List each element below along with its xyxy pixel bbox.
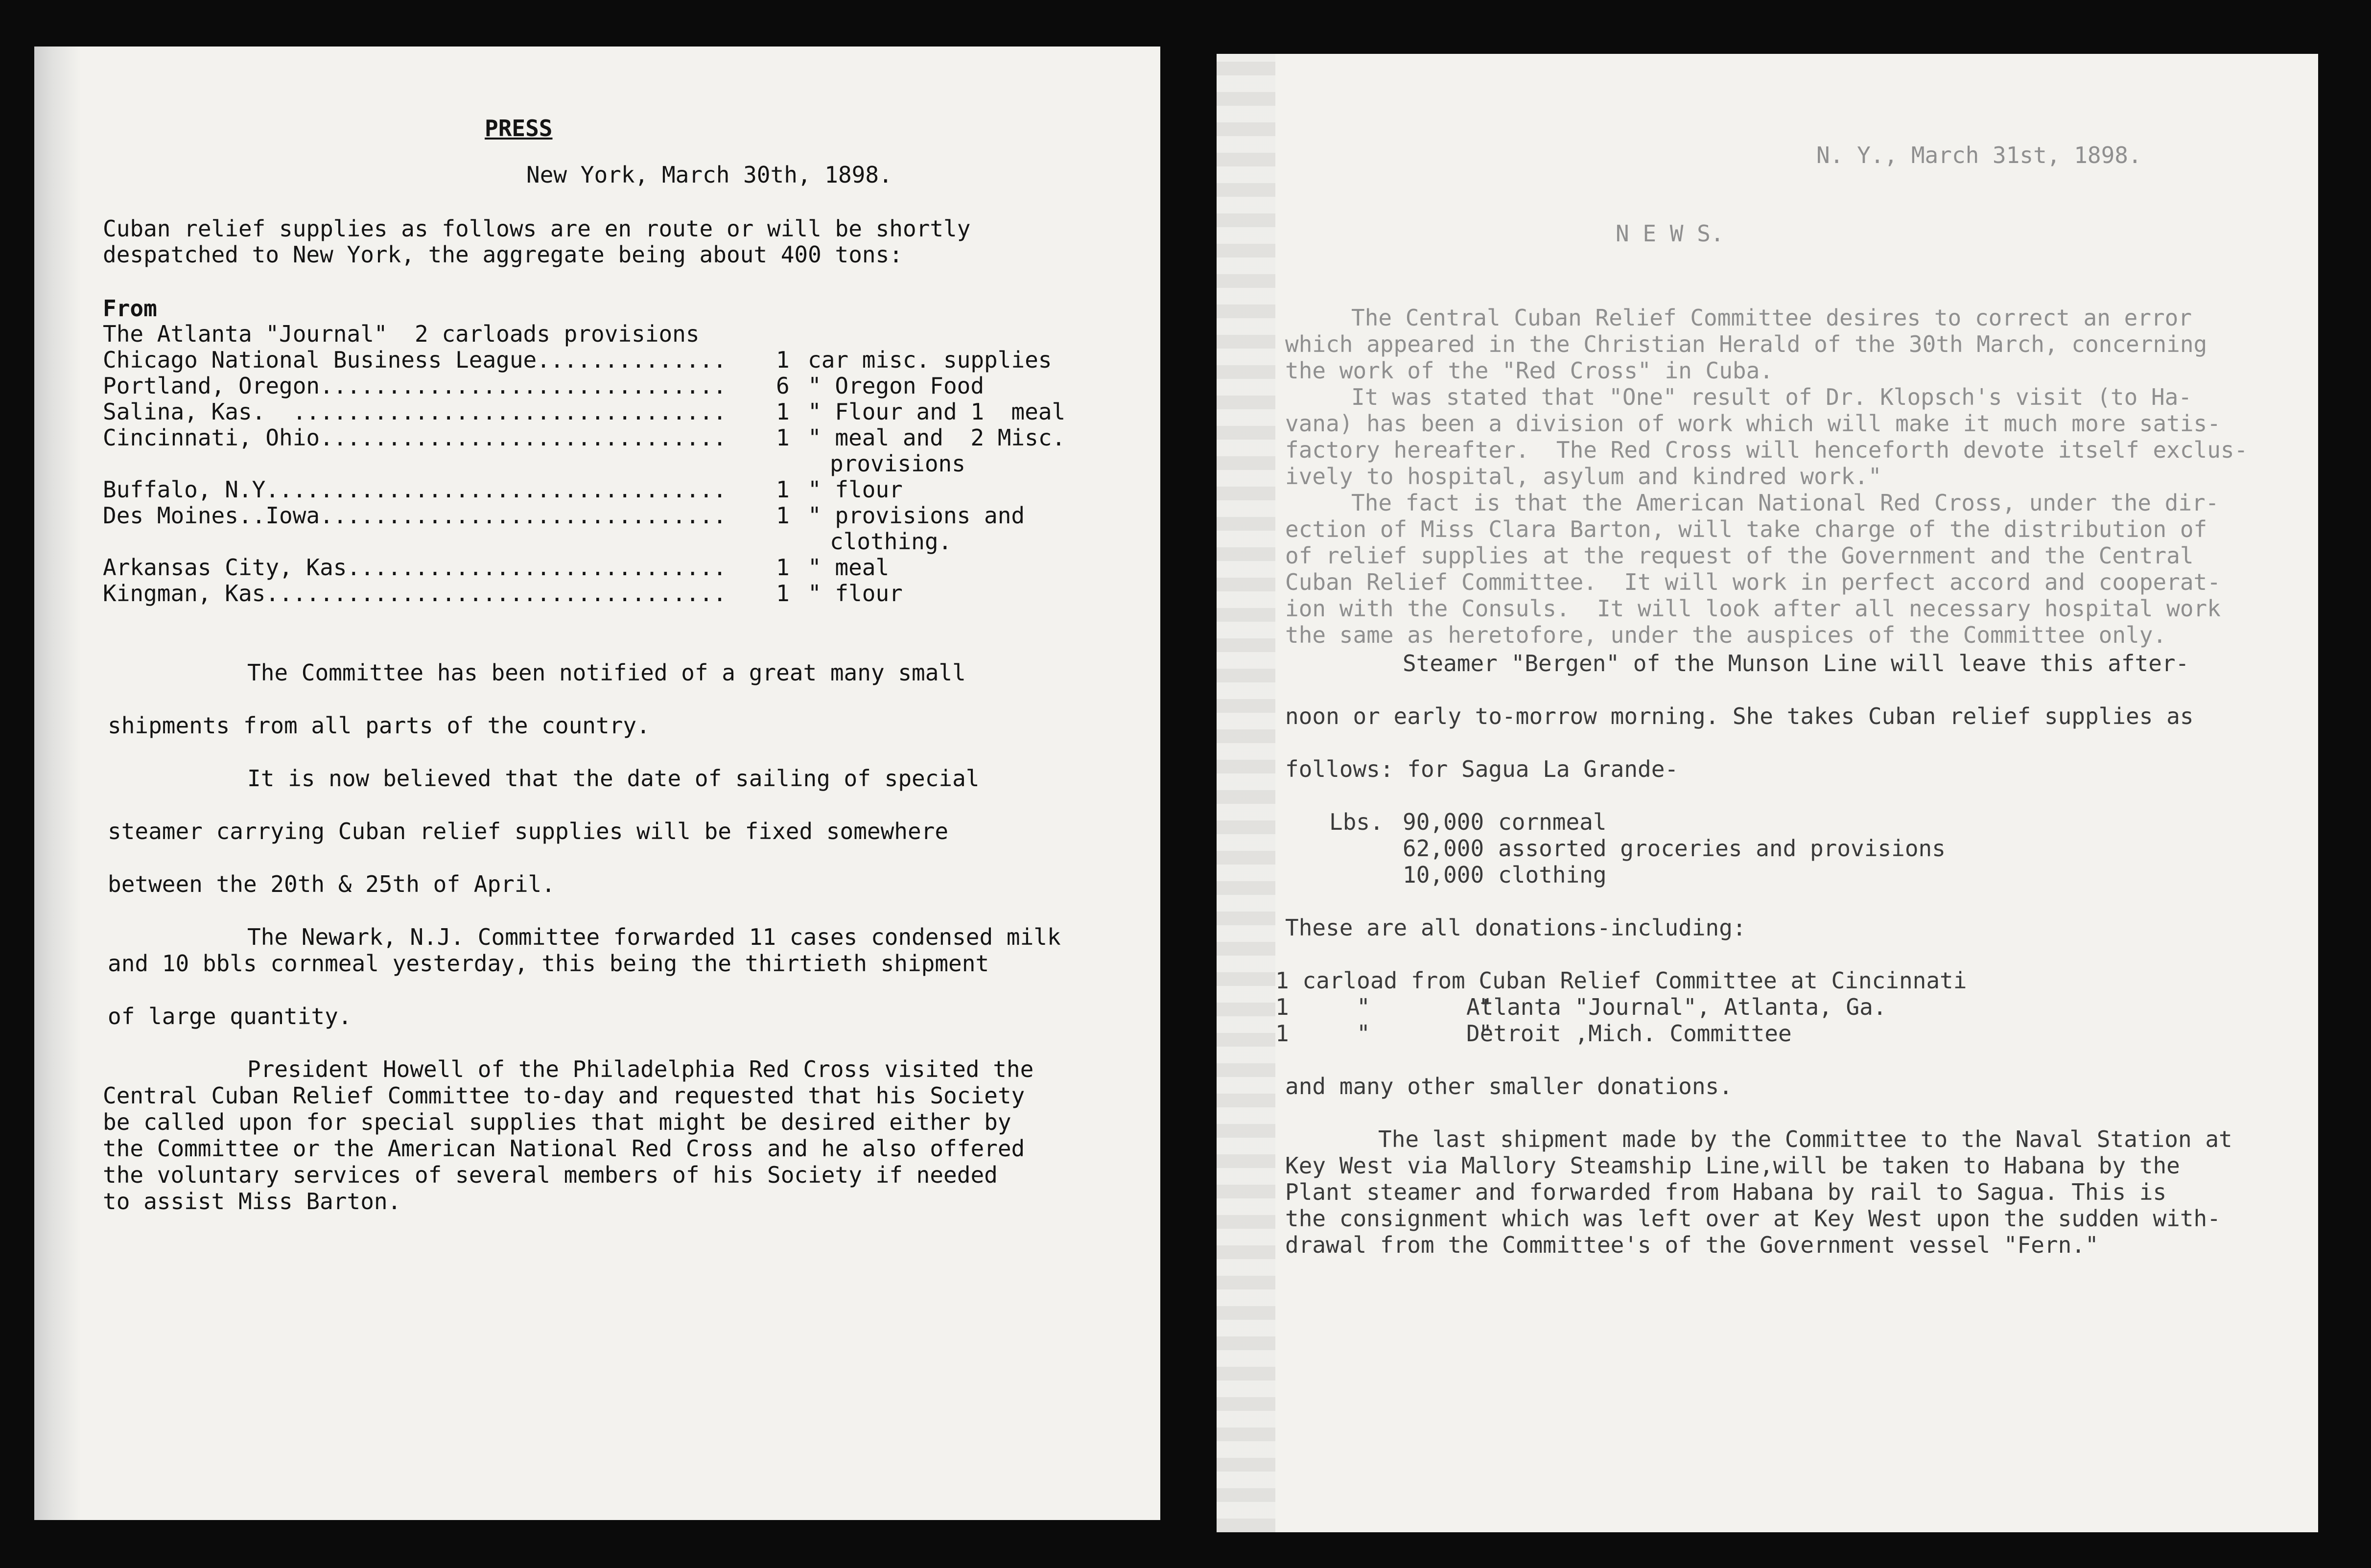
- paragraph-line: President Howell of the Philadelphia Red Cross visited the: [247, 1056, 1034, 1082]
- left-page: [34, 47, 1160, 1520]
- paragraph-line: Central Cuban Relief Committee to-day and requested that his Society: [103, 1082, 1025, 1109]
- shipment-source: Cincinnati, Ohio..............................: [103, 424, 727, 451]
- paragraph-line: ection of Miss Clara Barton, will take charge of the distribution of: [1285, 516, 2207, 542]
- news-heading: N E W S.: [1616, 220, 1724, 247]
- carload-prefix: 1 " ": [1275, 994, 1493, 1020]
- shipment-qty: 1: [776, 580, 790, 607]
- paragraph-line: The Newark, N.J. Committee forwarded 11 cases condensed milk: [247, 924, 1061, 950]
- shipment-source: Buffalo, N.Y..................................: [103, 476, 727, 503]
- paragraph-line: steamer carrying Cuban relief supplies will be fixed somewhere: [108, 818, 949, 844]
- paragraph-line: be called upon for special supplies that might be desired either by: [103, 1109, 1011, 1135]
- shipment-qty: 1: [776, 554, 790, 581]
- paragraph-line: vana) has been a division of work which will make it much more satis-: [1285, 410, 2221, 437]
- cargo-qty: 90,000: [1403, 809, 1484, 835]
- carload-prefix: 1 " ": [1275, 1020, 1493, 1047]
- shipment-source: Kingman, Kas..................................: [103, 580, 727, 607]
- press-heading: PRESS: [485, 115, 553, 141]
- paragraph-line: Key West via Mallory Steamship Line,will be taken to Habana by the: [1285, 1152, 2180, 1179]
- shipment-qty: 1: [776, 476, 790, 503]
- paragraph-line: The Committee has been notified of a great many small: [247, 659, 966, 686]
- torn-edge: [1217, 54, 1275, 1532]
- shipment-atlanta: The Atlanta "Journal" 2 carloads provisions: [103, 321, 700, 347]
- page-edge-shadow: [34, 47, 81, 1520]
- shipment-qty: 1: [776, 424, 790, 451]
- lbs-label: Lbs.: [1329, 809, 1384, 835]
- paragraph-line: follows: for Sagua La Grande-: [1285, 756, 1679, 782]
- paragraph-line: The last shipment made by the Committee to the Naval Station at: [1378, 1126, 2232, 1152]
- cargo-qty: 62,000: [1403, 835, 1484, 862]
- shipment-source: Chicago National Business League..............: [103, 347, 727, 373]
- paragraph-line: ively to hospital, asylum and kindred work.": [1285, 463, 1882, 490]
- paragraph-line: and many other smaller donations.: [1285, 1073, 1733, 1100]
- paragraph-line: These are all donations-including:: [1285, 914, 1746, 941]
- paragraph-line: between the 20th & 25th of April.: [108, 871, 555, 897]
- paragraph-line: of relief supplies at the request of the Government and the Central: [1285, 542, 2194, 569]
- carload-line: 1 carload from Cuban Relief Committee at Cincinnati: [1275, 967, 1967, 994]
- shipment-qty: 6: [776, 373, 790, 399]
- paragraph-line: the consignment which was left over at Key West upon the sudden with-: [1285, 1205, 2221, 1232]
- paragraph-line: to assist Miss Barton.: [103, 1188, 401, 1215]
- paragraph-line: The fact is that the American National Red Cross, under the dir-: [1351, 490, 2219, 516]
- dateline: New York, March 30th, 1898.: [526, 162, 892, 188]
- paragraph-line: the Committee or the American National Red Cross and he also offered: [103, 1135, 1025, 1162]
- shipment-qty: 1: [776, 398, 790, 425]
- cargo-item: clothing: [1498, 862, 1607, 888]
- paragraph-line: noon or early to-morrow morning. She takes Cuban relief supplies as: [1285, 703, 2194, 729]
- paragraph-line: Steamer "Bergen" of the Munson Line will leave this after-: [1403, 650, 2189, 677]
- shipment-item: car misc. supplies: [808, 347, 1052, 373]
- shipment-source: Des Moines..Iowa..............................: [103, 502, 727, 529]
- paragraph-line: the voluntary services of several members of his Society if needed: [103, 1162, 998, 1188]
- paragraph-line: Cuban Relief Committee. It will work in perfect accord and cooperat-: [1285, 569, 2221, 595]
- paragraph-line: Plant steamer and forwarded from Habana by rail to Sagua. This is: [1285, 1179, 2167, 1205]
- shipment-item-continuation: provisions: [830, 450, 965, 477]
- paragraph-line: ion with the Consuls. It will look after all necessary hospital work: [1285, 595, 2221, 622]
- paragraph-line: the work of the "Red Cross" in Cuba.: [1285, 357, 1773, 384]
- shipment-qty: 1: [776, 347, 790, 373]
- cargo-item: cornmeal: [1498, 809, 1607, 835]
- paragraph-line: and 10 bbls cornmeal yesterday, this being the thirtieth shipment: [108, 950, 989, 977]
- shipment-item: " Oregon Food: [808, 373, 985, 399]
- paragraph-line: The Central Cuban Relief Committee desires to correct an error: [1351, 304, 2192, 331]
- shipment-item: " provisions and: [808, 502, 1025, 529]
- shipment-item: " flour: [808, 580, 903, 607]
- cargo-qty: 10,000: [1403, 862, 1484, 888]
- shipment-item: " meal and 2 Misc.: [808, 424, 1066, 451]
- shipment-qty: 1: [776, 502, 790, 529]
- carload-item: Detroit ,Mich. Committee: [1466, 1020, 1792, 1047]
- shipment-source: Salina, Kas. ................................: [103, 398, 727, 425]
- paragraph-line: It is now believed that the date of sailing of special: [247, 765, 980, 792]
- carload-item: Atlanta "Journal", Atlanta, Ga.: [1466, 994, 1887, 1020]
- paragraph-line: which appeared in the Christian Herald of the 30th March, concerning: [1285, 331, 2207, 357]
- intro-line: Cuban relief supplies as follows are en route or will be shortly: [103, 215, 971, 242]
- paragraph-line: It was stated that "One" result of Dr. Klopsch's visit (to Ha-: [1351, 384, 2192, 410]
- paragraph-line: drawal from the Committee's of the Government vessel "Fern.": [1285, 1232, 2099, 1258]
- cargo-item: assorted groceries and provisions: [1498, 835, 1946, 862]
- shipment-item-continuation: clothing.: [830, 528, 952, 555]
- shipment-item: " Flour and 1 meal: [808, 398, 1066, 425]
- paragraph-line: of large quantity.: [108, 1003, 352, 1030]
- paragraph-line: factory hereafter. The Red Cross will henceforth devote itself exclus-: [1285, 437, 2248, 463]
- shipment-item: " meal: [808, 554, 890, 581]
- shipment-source: Portland, Oregon..............................: [103, 373, 727, 399]
- paragraph-line: the same as heretofore, under the auspices of the Committee only.: [1285, 622, 2167, 648]
- shipment-source: Arkansas City, Kas............................: [103, 554, 727, 581]
- dateline: N. Y., March 31st, 1898.: [1816, 142, 2142, 168]
- right-page: [1217, 54, 2318, 1532]
- shipment-item: " flour: [808, 476, 903, 503]
- intro-line: despatched to New York, the aggregate being about 400 tons:: [103, 241, 903, 268]
- paragraph-line: shipments from all parts of the country.: [108, 712, 650, 739]
- from-label: From: [103, 295, 157, 322]
